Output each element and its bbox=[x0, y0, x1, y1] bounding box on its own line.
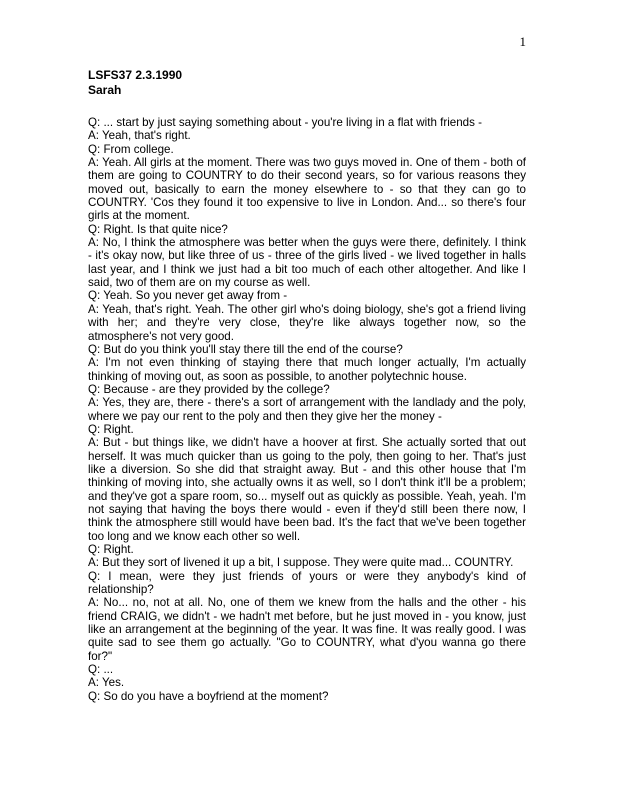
dialogue-turn: Q: ... start by just saying something about - you're living in a flat with friends - bbox=[88, 116, 483, 129]
dialogue-turn: A: I'm not even thinking of staying there that much longer actually, I'm actually thinking of moving out, as soon as possible, to another polytechnic house. bbox=[88, 356, 526, 383]
dialogue-turn: A: Yes, they are, there - there's a sort of arrangement with the landlady and the poly, where we pay our rent to the poly and then they give her the money - bbox=[88, 396, 526, 423]
transcript-header bbox=[88, 68, 182, 98]
dialogue-turn: Q: Right. Is that quite nice? bbox=[88, 222, 228, 236]
dialogue-turn: A: No, I think the atmosphere was better when the guys were there, definitely. I think - it's okay now, but like three of us - three of the girls lived - we lived together in halls last year, and I think we just had a bit too much of each other altogether. And like I said, two of them are on my course as well. bbox=[88, 236, 526, 290]
dialogue-turn: Q: Yeah. So you never get away from - bbox=[88, 289, 288, 303]
dialogue-turn: A: No... no, not at all. No, one of them we knew from the halls and the other - his friend CRAIG, we didn't - we hadn't met before, but he just moved in - you know, just like an arrangement at the beginning of the year. It was fine. It was really good. I was quite sad to see them go actually. "Go to COUNTRY, what d'you wanna go there for?" bbox=[88, 596, 526, 663]
dialogue-turn: Q: I mean, were they just friends of yours or were they anybody's kind of relationship? bbox=[88, 569, 526, 597]
speaker-name: Sarah bbox=[88, 83, 122, 97]
dialogue-turn: A: Yeah, that's right. bbox=[88, 129, 191, 143]
dialogue-turn: A: Yes. bbox=[88, 676, 125, 690]
dialogue-turn: Q: So do you have a boyfriend at the moment? bbox=[88, 689, 329, 703]
transcript-body bbox=[88, 116, 526, 703]
dialogue-turn: A: But - but things like, we didn't have a hoover at first. She actually sorted that out herself. It was much quicker than us going to the poly, then going to her. That's just like a diversion. So she did that straight away. But - and this other house that I'm thinking of moving into, she actually owns it as well, so I don't think it'll be a problem; and they've got a spare room, so... myself out as quickly as possible. Yeah, yeah. I'm not saying that having the boys there would - even if they'd still been there now, I think the atmosphere still would have been bad. It's the fact that we've been together too long and we know each other so well. bbox=[88, 436, 526, 543]
transcript-reference: LSFS37 2.3.1990 bbox=[88, 68, 183, 82]
dialogue-turn: A: But they sort of livened it up a bit, I suppose. They were quite mad... COUNTRY. bbox=[88, 556, 514, 570]
dialogue-turn: Q: ... bbox=[88, 663, 114, 677]
dialogue-turn: A: Yeah. All girls at the moment. There was two guys moved in. One of them - both of them are going to COUNTRY to do their second years, so for various reasons they moved out, basically to earn the money elsewhere to - so that they can go to COUNTRY. 'Cos they found it too expensive to live in London. And... so there's four girls at the moment. bbox=[88, 156, 526, 223]
dialogue-turn: Q: Right. bbox=[88, 543, 134, 556]
dialogue-turn: Q: But do you think you'll stay there till the end of the course? bbox=[88, 342, 403, 356]
dialogue-turn: Q: Right. bbox=[88, 422, 134, 436]
page-number: 1 bbox=[519, 34, 526, 49]
dialogue-turn: Q: From college. bbox=[88, 142, 174, 156]
dialogue-turn: A: Yeah, that's right. Yeah. The other girl who's doing biology, she's got a friend living with her; and they're very close, they're like always together now, so the atmosphere's not very good. bbox=[88, 302, 526, 343]
dialogue-turn: Q: Because - are they provided by the college? bbox=[88, 382, 330, 396]
